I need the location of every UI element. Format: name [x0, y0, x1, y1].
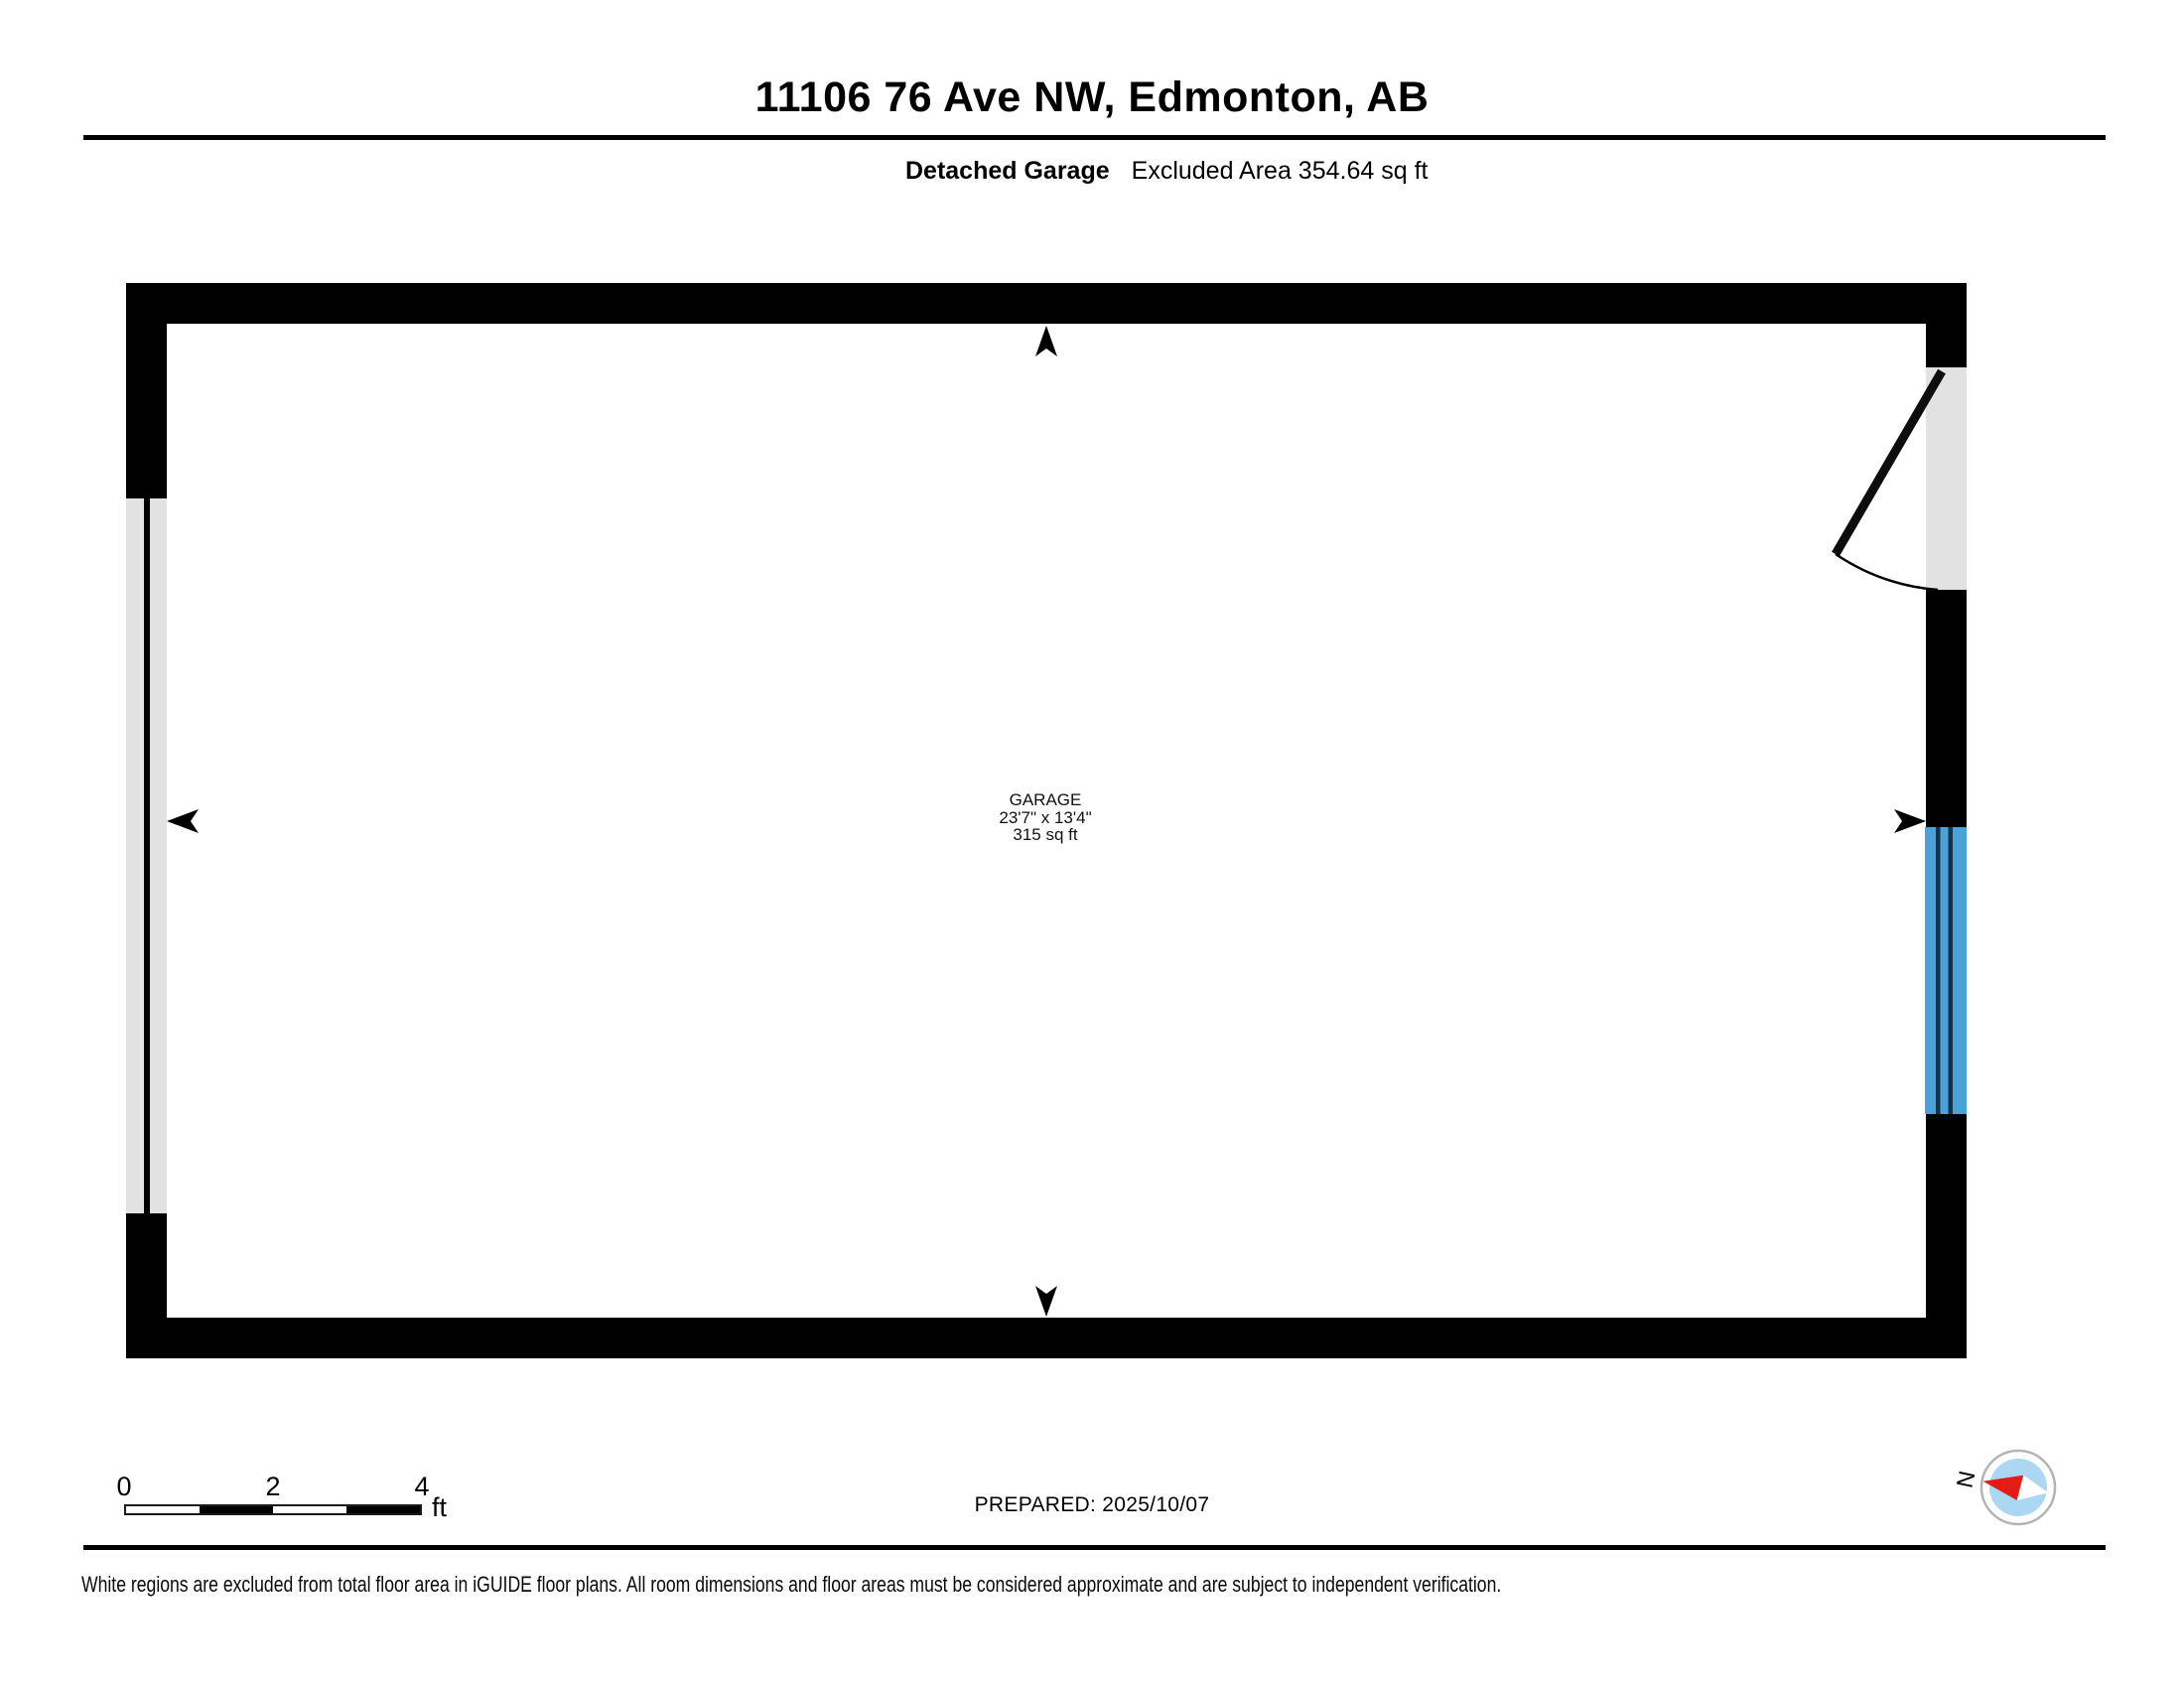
scale-label-4: 4 — [414, 1472, 430, 1501]
prepared-date: PREPARED: 2025/10/07 — [974, 1493, 1210, 1516]
scale-label-2: 2 — [265, 1472, 281, 1501]
window-mullion-1 — [1936, 827, 1941, 1114]
room-dimensions: 23'7" x 13'4" — [999, 807, 1092, 827]
excluded-area-label: Excluded Area 354.64 sq ft — [1131, 157, 1429, 185]
man-door-opening — [1926, 367, 1967, 590]
scale-unit-label: ft — [432, 1492, 448, 1522]
disclaimer-text: White regions are excluded from total floor area in iGUIDE floor plans. All room dimensions and floor areas must be considered approximate and are subject to independent verification. — [81, 1572, 1502, 1597]
window-mullion-2 — [1949, 827, 1954, 1114]
room-label — [946, 791, 1145, 844]
room-area: 315 sq ft — [1013, 825, 1078, 844]
scale-label-0: 0 — [116, 1472, 132, 1501]
floor-label: Detached Garage — [905, 157, 1110, 185]
room-name: GARAGE — [1009, 790, 1082, 809]
page-title: 11106 76 Ave NW, Edmonton, AB — [754, 73, 1430, 121]
footer-divider — [83, 1545, 2106, 1550]
window — [1925, 827, 1967, 1114]
overhead-garage-door-line — [144, 498, 150, 1213]
compass-north-label: N — [1951, 1468, 1980, 1490]
